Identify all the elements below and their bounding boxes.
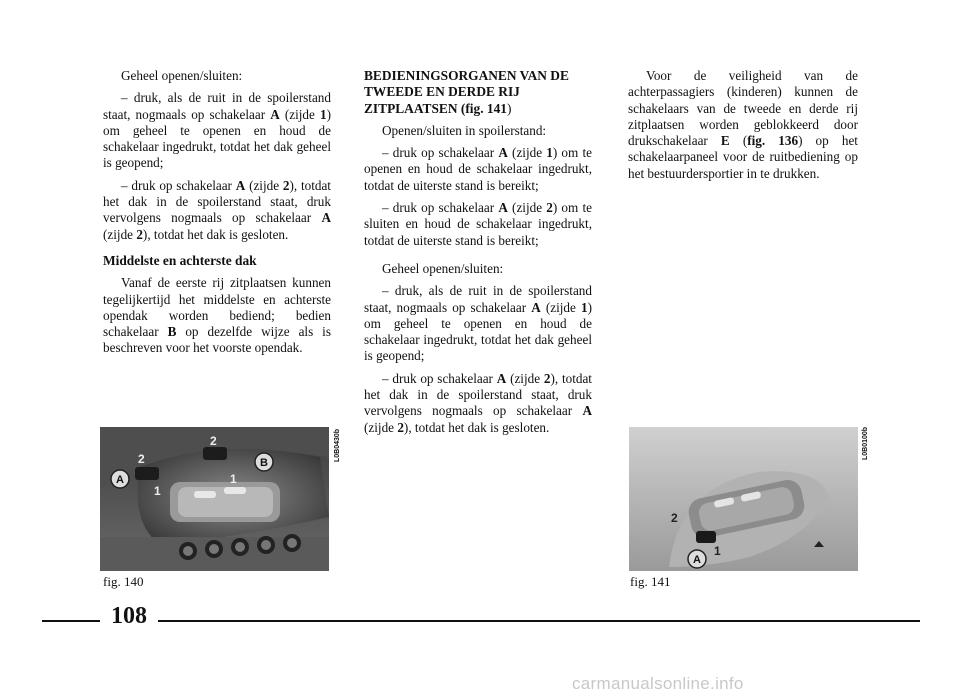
paragraph: – druk op schakelaar A (zijde 2), totdat het dak in de spoilerstand staat, druk vervolgens nogmaals op schakelaar A (zijde 2), totdat het dak is gesloten.: [103, 177, 331, 242]
footer-rule-right: [158, 620, 920, 622]
section-heading: BEDIENINGSORGANEN VAN DE TWEEDE EN DERDE RIJ ZITPLAATSEN (fig. 141): [364, 68, 569, 116]
figure-code: L0B0100b: [862, 426, 869, 460]
svg-text:1: 1: [154, 484, 161, 498]
paragraph: Voor de veiligheid van de achterpassagiers (kinderen) kunnen de schakelaars van de tweede en derde rij zitplaatsen worden geblokkeerd door drukschakelaar E (fig. 136) op het schakelaarpaneel voor de ruitbediening op het bestuurdersportier in te drukken.: [628, 68, 858, 181]
text-column-3: [628, 68, 858, 188]
paragraph: – druk op schakelaar A (zijde 2) om te sluiten en houd de schakelaar ingedrukt, totdat de uiterste stand is bereikt;: [364, 200, 592, 248]
paragraph: – druk op schakelaar A (zijde 1) om te openen en houd de schakelaar ingedrukt, totdat de uiterste stand is bereikt;: [364, 145, 592, 193]
figure-caption: fig. 141: [630, 574, 671, 589]
svg-text:A: A: [116, 474, 124, 486]
paragraph: – druk, als de ruit in de spoilerstand staat, nogmaals op schakelaar A (zijde 1) om geheel te openen en houd de schakelaar ingedrukt, totdat het dak geheel is geopend;: [364, 283, 592, 364]
footer-rule-left: [42, 620, 100, 622]
svg-text:2: 2: [671, 511, 678, 525]
svg-text:2: 2: [138, 452, 145, 466]
paragraph: Geheel openen/sluiten:: [382, 260, 504, 276]
svg-text:2: 2: [210, 434, 217, 448]
paragraph: Geheel openen/sluiten:: [121, 68, 243, 83]
section-heading: Middelste en achterste dak: [103, 252, 257, 268]
overhead-console-image: [100, 427, 329, 571]
fig-140-photo: [100, 427, 329, 571]
paragraph: Vanaf de eerste rij zitplaatsen kunnen tegelijkertijd het middelste en achterste opendak worden bediend; bedien schakelaar B op dezelfde wijze als is beschreven voor het voorste opendak.: [103, 275, 331, 356]
svg-text:A: A: [693, 554, 701, 566]
rear-console-image: [629, 427, 858, 571]
figure-code: L0B0430b: [334, 428, 341, 462]
figure-caption: fig. 140: [103, 574, 144, 589]
svg-text:B: B: [260, 457, 268, 469]
fig-141-photo: [629, 427, 858, 571]
svg-text:1: 1: [714, 544, 721, 558]
text-column-1: [103, 68, 331, 363]
svg-text:1: 1: [230, 472, 237, 486]
text-column-2: [364, 68, 592, 442]
watermark: carmanualsonline.info: [572, 674, 744, 693]
paragraph: Openen/sluiten in spoilerstand:: [382, 122, 547, 138]
paragraph: – druk op schakelaar A (zijde 2), totdat het dak in de spoilerstand staat, druk vervolgens nogmaals op schakelaar A (zijde 2), totdat het dak is gesloten.: [364, 370, 592, 435]
paragraph: – druk, als de ruit in de spoilerstand staat, nogmaals op schakelaar A (zijde 1) om geheel te openen en houd de schakelaar ingedrukt, totdat het dak geheel is geopend;: [103, 90, 331, 171]
